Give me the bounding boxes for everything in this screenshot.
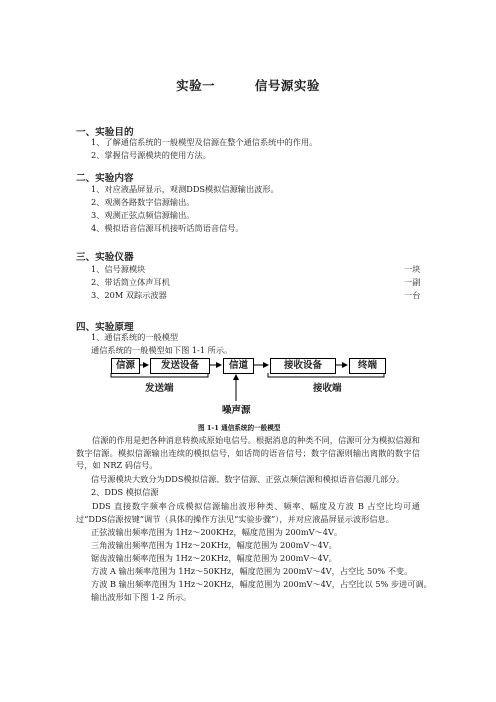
diagram-sender-box: 发送设备 xyxy=(150,358,210,374)
paragraph: 信号源模块大致分为DDS模拟信源、数字信源、正弦点频信源和模拟语音信源几部分。 xyxy=(91,474,405,484)
section-heading-content: 二、实验内容 xyxy=(76,173,134,184)
diagram-source-box: 信源 xyxy=(111,358,140,374)
list-item: 3、观测正弦点频信源输出。 xyxy=(91,210,195,220)
list-item: 三角波输出频率范围为 1Hz～20KHz，幅度范围为 200mV～4V。 xyxy=(91,540,337,550)
section-heading-objectives: 一、实验目的 xyxy=(76,127,134,138)
list-item: 1、对应液晶屏显示，观测DDS模拟信源输出波形。 xyxy=(91,184,279,194)
instrument-name: 3、20M 双踪示波器 xyxy=(91,290,167,300)
title-part1: 实验一 xyxy=(176,78,216,93)
paragraph: 信源的作用是把各种消息转换成原始电信号。根据消息的种类不同，信源可分为模拟信源和数字信源。模拟信源输出连续的模拟信号，如话筒的语音信号；数字信源则输出离散的数字信号，如 NRZ 码信号。 xyxy=(76,435,420,470)
list-item: 2、掌握信号源模块的使用方法。 xyxy=(91,150,211,160)
recv-end-label: 接收端 xyxy=(313,383,342,394)
list-item: 方波 B 输出频率范围为 1Hz～20KHz，幅度范围为 200mV～4V，占空比以 5% 步进可调。 xyxy=(91,579,432,589)
diagram-sink-box: 终端 xyxy=(349,358,386,374)
subheading: 2、DDS 模拟信源 xyxy=(91,487,159,497)
list-item: 锯齿波输出频率范围为 1Hz～20KHz，幅度范围为 200mV～4V。 xyxy=(91,553,337,563)
list-item: 4、模拟语音信源耳机接听话筒语音信号。 xyxy=(91,223,244,233)
list-item: 输出波形如下图 1-2 所示。 xyxy=(91,592,192,602)
subheading: 1、通信系统的一般模型 xyxy=(91,332,179,342)
list-item: 2、观测各路数字信源输出。 xyxy=(91,197,195,207)
section-heading-instruments: 三、实验仪器 xyxy=(76,252,134,263)
instrument-qty: 一块 xyxy=(404,264,421,274)
list-item: 1、了解通信系统的一般模型及信源在整个通信系统中的作用。 xyxy=(91,137,318,147)
diagram-channel-box: 信道 xyxy=(223,358,254,374)
send-end-label: 发送端 xyxy=(145,383,174,394)
paragraph: 通信系统的一般模型如下图 1-1 所示。 xyxy=(91,345,233,355)
title-part2: 信号源实验 xyxy=(254,78,320,93)
instrument-qty: 一副 xyxy=(404,277,421,287)
noise-source-label: 噪声源 xyxy=(222,405,251,416)
instrument-qty: 一台 xyxy=(404,290,421,300)
figure-caption: 图 1-1 通信系统的一般模型 xyxy=(198,424,281,432)
diagram-receiver-box: 接收设备 xyxy=(270,358,336,374)
list-item: 方波 A 输出频率范围为 1Hz～50KHz，幅度范围为 200mV～4V，占空比 50% 不变。 xyxy=(91,566,413,576)
list-item: 正弦波输出频率范围为 1Hz～200KHz，幅度范围为 200mV～4V。 xyxy=(91,527,343,537)
section-heading-principle: 四、实验原理 xyxy=(76,322,134,333)
instrument-name: 2、带话筒立体声耳机 xyxy=(91,277,170,287)
paragraph: DDS 直接数字频率合成模拟信源输出波形种类、频率、幅度及方波 B 占空比均可通过“DDS信源按键”调节（具体的操作方法见“实验步骤”），并对应液晶屏显示波形信息。 xyxy=(76,501,420,524)
instrument-name: 1、信号源模块 xyxy=(91,264,146,274)
